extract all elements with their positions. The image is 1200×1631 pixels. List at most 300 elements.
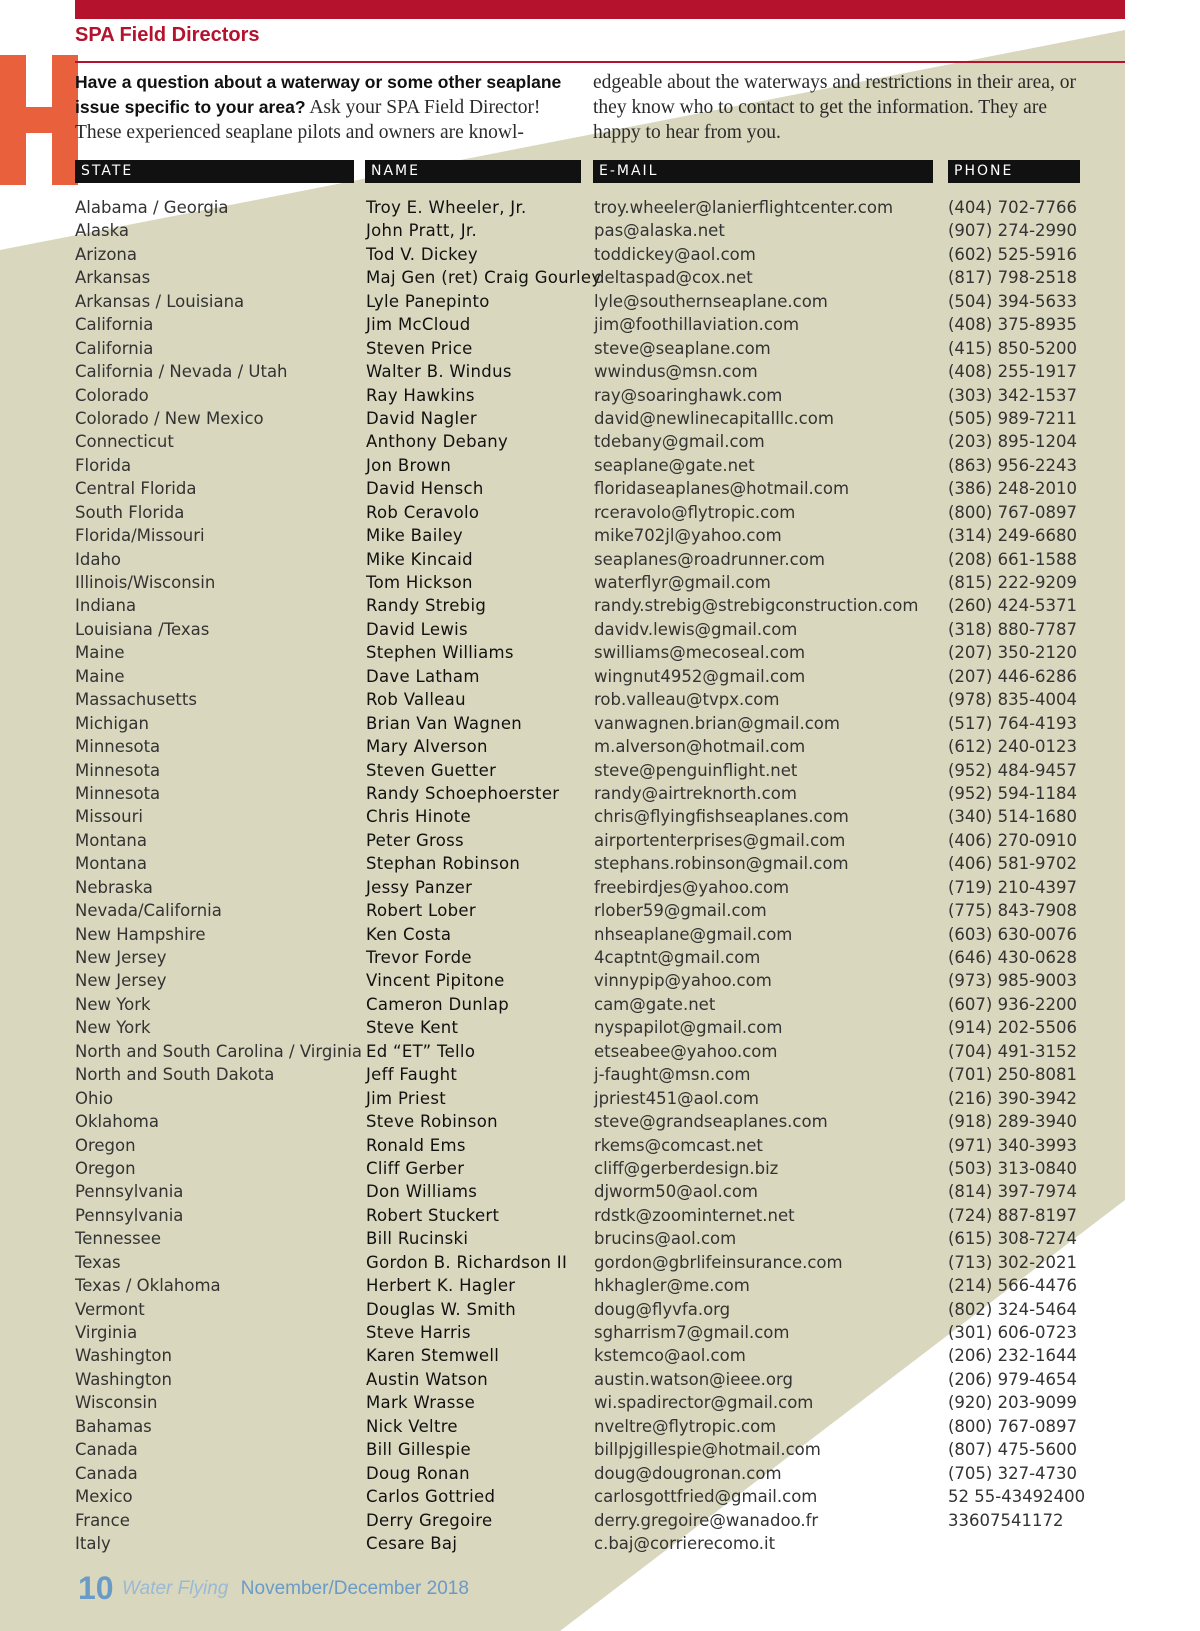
- state-cell: Missouri: [75, 807, 143, 827]
- table-row: [0, 1016, 1200, 1039]
- table-row: [0, 1087, 1200, 1110]
- state-cell: Texas: [75, 1252, 121, 1272]
- name-cell: Mike Bailey: [366, 526, 463, 546]
- state-cell: Ohio: [75, 1088, 114, 1108]
- email-link[interactable]: freebirdjes@yahoo.com: [594, 877, 790, 897]
- phone-cell: (607) 936-2200: [948, 994, 1078, 1014]
- phone-cell: (503) 313-0840: [948, 1158, 1078, 1178]
- table-row: [0, 852, 1200, 875]
- name-cell: Karen Stemwell: [366, 1346, 500, 1366]
- state-cell: New York: [75, 994, 151, 1014]
- email-link[interactable]: stephans.robinson@gmail.com: [594, 854, 849, 874]
- name-cell: Dave Latham: [366, 666, 480, 686]
- email-link[interactable]: c.baj@corrierecomo.it: [594, 1533, 776, 1553]
- email-link[interactable]: seaplane@gate.net: [594, 455, 755, 475]
- name-cell: Maj Gen (ret) Craig Gourley: [366, 268, 602, 288]
- state-cell: Louisiana /Texas: [75, 619, 210, 639]
- name-cell: Steve Harris: [366, 1323, 471, 1342]
- state-cell: South Florida: [75, 502, 185, 522]
- phone-cell: (807) 475-5600: [948, 1440, 1078, 1460]
- table-row: [0, 618, 1200, 641]
- phone-cell: (978) 835-4004: [948, 690, 1078, 710]
- table-row: [0, 219, 1200, 242]
- section-title: SPA Field Directors: [75, 24, 260, 46]
- state-cell: Florida: [75, 455, 132, 475]
- state-cell: Indiana: [75, 596, 137, 616]
- column-header-email: E-MAIL: [593, 160, 933, 183]
- name-cell: Doug Ronan: [366, 1463, 470, 1483]
- phone-cell: (303) 342-1537: [948, 385, 1078, 405]
- table-row: [0, 1134, 1200, 1157]
- phone-cell: (517) 764-4193: [948, 713, 1078, 733]
- email-link[interactable]: cam@gate.net: [594, 994, 716, 1014]
- table-row: [0, 735, 1200, 758]
- name-cell: Steven Price: [366, 338, 473, 358]
- phone-cell: (800) 767-0897: [948, 1416, 1078, 1436]
- email-link[interactable]: steve@penguinflight.net: [594, 760, 798, 780]
- name-cell: Cesare Baj: [366, 1533, 458, 1553]
- phone-cell: (203) 895-1204: [948, 432, 1078, 452]
- name-cell: Chris Hinote: [366, 807, 471, 827]
- phone-cell: (918) 289-3940: [948, 1112, 1078, 1132]
- email-link[interactable]: randy.strebig@strebigconstruction.com: [594, 596, 919, 616]
- phone-cell: (408) 255-1917: [948, 362, 1078, 382]
- table-row: [0, 969, 1200, 992]
- table-row: [0, 946, 1200, 969]
- state-cell: Colorado / New Mexico: [75, 408, 264, 428]
- state-cell: Oregon: [75, 1158, 136, 1178]
- email-link[interactable]: troy.wheeler@lanierflightcenter.com: [594, 198, 894, 217]
- name-cell: David Lewis: [366, 619, 468, 639]
- name-cell: Tod V. Dickey: [366, 244, 478, 264]
- email-link[interactable]: ray@soaringhawk.com: [594, 385, 783, 405]
- phone-cell: (340) 514-1680: [948, 807, 1078, 827]
- email-link[interactable]: tdebany@gmail.com: [594, 432, 765, 452]
- email-link[interactable]: steve@seaplane.com: [594, 338, 771, 358]
- state-cell: Florida/Missouri: [75, 526, 205, 546]
- phone-cell: (318) 880-7787: [948, 619, 1078, 639]
- name-cell: Mike Kincaid: [366, 549, 473, 569]
- drop-cap-h-logo: [0, 55, 78, 185]
- email-link[interactable]: nyspapilot@gmail.com: [594, 1018, 783, 1038]
- name-cell: Mark Wrasse: [366, 1393, 476, 1413]
- state-cell: Alabama / Georgia: [75, 198, 229, 217]
- phone-cell: (814) 397-7974: [948, 1182, 1078, 1202]
- name-cell: Trevor Forde: [366, 948, 472, 967]
- phone-cell: (504) 394-5633: [948, 291, 1078, 311]
- email-link[interactable]: nhseaplane@gmail.com: [594, 924, 793, 944]
- email-link[interactable]: vanwagnen.brian@gmail.com: [594, 713, 840, 733]
- state-cell: France: [75, 1510, 130, 1530]
- state-cell: Montana: [75, 830, 147, 850]
- state-cell: Montana: [75, 854, 147, 874]
- phone-cell: (775) 843-7908: [948, 901, 1078, 921]
- intro-text-left: [75, 70, 565, 145]
- name-cell: Troy E. Wheeler, Jr.: [366, 198, 527, 217]
- column-header-name: NAME: [365, 160, 581, 183]
- phone-cell: (404) 702-7766: [948, 198, 1078, 217]
- directors-table: [0, 196, 1200, 1555]
- state-cell: Oregon: [75, 1135, 136, 1155]
- email-link[interactable]: vinnypip@yahoo.com: [594, 971, 772, 991]
- email-link[interactable]: austin.watson@ieee.org: [594, 1369, 793, 1389]
- email-link[interactable]: lyle@southernseaplane.com: [594, 291, 828, 311]
- state-cell: California: [75, 338, 154, 358]
- column-header-phone: PHONE: [948, 160, 1080, 183]
- phone-cell: (615) 308-7274: [948, 1229, 1078, 1249]
- state-cell: Maine: [75, 643, 125, 663]
- phone-cell: (920) 203-9099: [948, 1393, 1078, 1413]
- table-row: [0, 1251, 1200, 1274]
- table-row: [0, 571, 1200, 594]
- phone-cell: 33607541172: [948, 1510, 1064, 1530]
- name-cell: Ken Costa: [366, 924, 452, 944]
- name-cell: Steve Kent: [366, 1018, 459, 1038]
- name-cell: Steve Robinson: [366, 1112, 498, 1132]
- state-cell: Arizona: [75, 244, 137, 264]
- intro-lead: Have a question about a waterway or some other seaplane issue specific to your area?: [75, 72, 562, 117]
- table-row: [0, 993, 1200, 1016]
- name-cell: Douglas W. Smith: [366, 1299, 517, 1319]
- table-row: [0, 1040, 1200, 1063]
- name-cell: David Nagler: [366, 408, 477, 428]
- name-cell: Walter B. Windus: [366, 362, 512, 382]
- phone-cell: (713) 302-2021: [948, 1252, 1078, 1272]
- table-row: [0, 1532, 1200, 1555]
- name-cell: Ronald Ems: [366, 1135, 466, 1155]
- name-cell: Brian Van Wagnen: [366, 713, 523, 733]
- table-row: [0, 829, 1200, 852]
- state-cell: Connecticut: [75, 432, 174, 452]
- phone-cell: (406) 581-9702: [948, 854, 1078, 874]
- table-row: [0, 1321, 1200, 1344]
- table-row: [0, 688, 1200, 711]
- state-cell: Oklahoma: [75, 1112, 159, 1132]
- phone-cell: (719) 210-4397: [948, 877, 1078, 897]
- table-row: [0, 712, 1200, 735]
- email-link[interactable]: nveltre@flytropic.com: [594, 1416, 777, 1436]
- table-row: [0, 1391, 1200, 1414]
- state-cell: Pennsylvania: [75, 1182, 184, 1202]
- email-link[interactable]: pas@alaska.net: [594, 221, 725, 241]
- state-cell: Bahamas: [75, 1416, 152, 1436]
- state-cell: Alaska: [75, 221, 129, 241]
- magazine-name: Water Flying: [122, 1577, 229, 1599]
- email-link[interactable]: gordon@gbrlifeinsurance.com: [594, 1252, 843, 1272]
- phone-cell: (863) 956-2243: [948, 455, 1078, 475]
- state-cell: New York: [75, 1018, 151, 1038]
- table-row: [0, 1298, 1200, 1321]
- state-cell: Canada: [75, 1440, 138, 1460]
- name-cell: Jim Priest: [366, 1088, 447, 1108]
- phone-cell: (646) 430-0628: [948, 948, 1078, 967]
- table-row: [0, 923, 1200, 946]
- email-link[interactable]: mike702jl@yahoo.com: [594, 526, 782, 546]
- phone-cell: (952) 594-1184: [948, 783, 1078, 803]
- state-cell: Washington: [75, 1369, 172, 1389]
- name-cell: Tom Hickson: [366, 573, 473, 592]
- name-cell: Steven Guetter: [366, 760, 497, 780]
- name-cell: Bill Rucinski: [366, 1229, 469, 1249]
- email-link[interactable]: hkhagler@me.com: [594, 1276, 750, 1296]
- email-link[interactable]: doug@flyvfa.org: [594, 1299, 731, 1319]
- page-footer: [78, 1570, 469, 1607]
- state-cell: Maine: [75, 666, 125, 686]
- top-accent-bar: [75, 0, 1125, 19]
- state-cell: Washington: [75, 1346, 172, 1366]
- table-row: [0, 805, 1200, 828]
- state-cell: North and South Carolina / Virginia: [75, 1041, 363, 1061]
- state-cell: Italy: [75, 1533, 111, 1553]
- table-row: [0, 266, 1200, 289]
- phone-cell: (603) 630-0076: [948, 924, 1078, 944]
- phone-cell: (406) 270-0910: [948, 830, 1078, 850]
- email-link[interactable]: derry.gregoire@wanadoo.fr: [594, 1510, 819, 1530]
- table-row: [0, 876, 1200, 899]
- table-row: [0, 1509, 1200, 1532]
- table-row: [0, 430, 1200, 453]
- email-link[interactable]: j-faught@msn.com: [594, 1065, 751, 1085]
- state-cell: Texas / Oklahoma: [75, 1276, 221, 1296]
- email-link[interactable]: kstemco@aol.com: [594, 1346, 746, 1366]
- phone-cell: (386) 248-2010: [948, 479, 1078, 499]
- email-link[interactable]: toddickey@aol.com: [594, 244, 756, 264]
- intro-text-right: edgeable about the waterways and restrictions in their area, or they know who to contact to get the information. They are happy to hear from you.: [593, 72, 1076, 143]
- table-row: [0, 548, 1200, 571]
- name-cell: Peter Gross: [366, 830, 464, 850]
- name-cell: Derry Gregoire: [366, 1510, 493, 1530]
- phone-cell: 52 55-43492400: [948, 1487, 1086, 1507]
- state-cell: Michigan: [75, 713, 149, 733]
- name-cell: Mary Alverson: [366, 737, 488, 757]
- state-cell: Virginia: [75, 1323, 138, 1342]
- table-row: [0, 1227, 1200, 1250]
- state-cell: Minnesota: [75, 737, 161, 757]
- table-row: [0, 290, 1200, 313]
- email-link[interactable]: deltaspad@cox.net: [594, 268, 753, 288]
- state-cell: Vermont: [75, 1299, 145, 1319]
- phone-cell: (216) 390-3942: [948, 1088, 1078, 1108]
- state-cell: Idaho: [75, 549, 122, 569]
- email-link[interactable]: 4captnt@gmail.com: [594, 948, 761, 967]
- page-number: 10: [78, 1570, 114, 1606]
- phone-cell: (971) 340-3993: [948, 1135, 1078, 1155]
- phone-cell: (301) 606-0723: [948, 1323, 1078, 1342]
- phone-cell: (206) 979-4654: [948, 1369, 1078, 1389]
- email-link[interactable]: davidv.lewis@gmail.com: [594, 619, 798, 639]
- name-cell: Rob Valleau: [366, 690, 466, 710]
- table-row: [0, 1180, 1200, 1203]
- email-link[interactable]: steve@grandseaplanes.com: [594, 1112, 828, 1132]
- email-link[interactable]: rceravolo@flytropic.com: [594, 502, 796, 522]
- phone-cell: (612) 240-0123: [948, 737, 1078, 757]
- state-cell: Tennessee: [75, 1229, 161, 1249]
- email-link[interactable]: randy@airtreknorth.com: [594, 783, 797, 803]
- phone-cell: (705) 327-4730: [948, 1463, 1078, 1483]
- table-row: [0, 1485, 1200, 1508]
- phone-cell: (724) 887-8197: [948, 1205, 1078, 1225]
- name-cell: Robert Lober: [366, 901, 476, 921]
- email-link[interactable]: wingnut4952@gmail.com: [594, 666, 806, 686]
- phone-cell: (214) 566-4476: [948, 1276, 1078, 1296]
- email-link[interactable]: rlober59@gmail.com: [594, 901, 767, 921]
- name-cell: Cliff Gerber: [366, 1158, 465, 1178]
- name-cell: Robert Stuckert: [366, 1205, 500, 1225]
- intro-left-rest: Ask your SPA Field Director! These experienced seaplane pilots and owners are knowl-: [75, 97, 541, 143]
- phone-cell: (704) 491-3152: [948, 1041, 1078, 1061]
- table-row: [0, 243, 1200, 266]
- column-header-state: STATE: [75, 160, 354, 183]
- phone-cell: (701) 250-8081: [948, 1065, 1078, 1085]
- email-link[interactable]: billpjgillespie@hotmail.com: [594, 1440, 821, 1460]
- phone-cell: (802) 324-5464: [948, 1299, 1078, 1319]
- table-row: [0, 477, 1200, 500]
- state-cell: Central Florida: [75, 479, 197, 499]
- phone-cell: (206) 232-1644: [948, 1346, 1078, 1366]
- phone-cell: (815) 222-9209: [948, 573, 1078, 592]
- name-cell: Stephen Williams: [366, 643, 514, 663]
- state-cell: California: [75, 315, 154, 335]
- name-cell: Don Williams: [366, 1182, 478, 1202]
- name-cell: Nick Veltre: [366, 1416, 458, 1436]
- phone-cell: (415) 850-5200: [948, 338, 1078, 358]
- table-row: [0, 196, 1200, 219]
- table-row: [0, 665, 1200, 688]
- email-link[interactable]: doug@dougronan.com: [594, 1463, 782, 1483]
- table-row: [0, 782, 1200, 805]
- phone-cell: (817) 798-2518: [948, 268, 1078, 288]
- state-cell: Illinois/Wisconsin: [75, 573, 216, 592]
- email-link[interactable]: djworm50@aol.com: [594, 1182, 758, 1202]
- state-cell: Massachusetts: [75, 690, 197, 710]
- table-row: [0, 337, 1200, 360]
- state-cell: North and South Dakota: [75, 1065, 275, 1085]
- table-row: [0, 1438, 1200, 1461]
- phone-cell: (505) 989-7211: [948, 408, 1078, 428]
- table-row: [0, 313, 1200, 336]
- state-cell: New Jersey: [75, 971, 167, 991]
- name-cell: David Hensch: [366, 479, 484, 499]
- table-row: [0, 1344, 1200, 1367]
- name-cell: Jessy Panzer: [366, 877, 473, 897]
- email-link[interactable]: m.alverson@hotmail.com: [594, 737, 806, 757]
- name-cell: Austin Watson: [366, 1369, 488, 1389]
- name-cell: John Pratt, Jr.: [366, 221, 477, 241]
- email-link[interactable]: david@newlinecapitalllc.com: [594, 408, 834, 428]
- email-link[interactable]: wi.spadirector@gmail.com: [594, 1393, 814, 1413]
- email-link[interactable]: jim@foothillaviation.com: [594, 315, 800, 335]
- name-cell: Carlos Gottried: [366, 1487, 496, 1507]
- state-cell: Wisconsin: [75, 1393, 158, 1413]
- phone-cell: (973) 985-9003: [948, 971, 1078, 991]
- email-link[interactable]: etseabee@yahoo.com: [594, 1041, 778, 1061]
- name-cell: Randy Strebig: [366, 596, 487, 616]
- table-row: [0, 1204, 1200, 1227]
- table-row: [0, 1110, 1200, 1133]
- phone-cell: (207) 350-2120: [948, 643, 1078, 663]
- email-link[interactable]: carlosgottfried@gmail.com: [594, 1487, 818, 1507]
- table-row: [0, 454, 1200, 477]
- email-link[interactable]: rob.valleau@tvpx.com: [594, 690, 780, 710]
- table-row: [0, 1157, 1200, 1180]
- email-link[interactable]: floridaseaplanes@hotmail.com: [594, 479, 850, 499]
- table-row: [0, 899, 1200, 922]
- state-cell: New Hampshire: [75, 924, 206, 944]
- email-link[interactable]: airportenterprises@gmail.com: [594, 830, 846, 850]
- name-cell: Jeff Faught: [366, 1065, 458, 1085]
- phone-cell: (314) 249-6680: [948, 526, 1078, 546]
- name-cell: Jim McCloud: [366, 315, 471, 335]
- name-cell: Gordon B. Richardson II: [366, 1252, 568, 1272]
- table-row: [0, 1063, 1200, 1086]
- phone-cell: (208) 661-1588: [948, 549, 1078, 569]
- name-cell: Randy Schoephoerster: [366, 783, 560, 803]
- state-cell: Arkansas: [75, 268, 151, 288]
- table-row: [0, 641, 1200, 664]
- email-link[interactable]: waterflyr@gmail.com: [594, 573, 771, 592]
- name-cell: Ray Hawkins: [366, 385, 475, 405]
- phone-cell: (914) 202-5506: [948, 1018, 1078, 1038]
- name-cell: Vincent Pipitone: [366, 971, 505, 991]
- name-cell: Bill Gillespie: [366, 1440, 472, 1460]
- table-row: [0, 1368, 1200, 1391]
- state-cell: Pennsylvania: [75, 1205, 184, 1225]
- email-link[interactable]: jpriest451@aol.com: [594, 1088, 759, 1108]
- phone-cell: (207) 446-6286: [948, 666, 1078, 686]
- table-row: [0, 759, 1200, 782]
- state-cell: Mexico: [75, 1487, 133, 1507]
- email-link[interactable]: cliff@gerberdesign.biz: [594, 1158, 779, 1178]
- state-cell: California / Nevada / Utah: [75, 362, 288, 382]
- email-link[interactable]: chris@flyingfishseaplanes.com: [594, 807, 849, 827]
- email-link[interactable]: brucins@aol.com: [594, 1229, 737, 1249]
- state-cell: Colorado: [75, 385, 149, 405]
- name-cell: Stephan Robinson: [366, 854, 521, 874]
- state-cell: Nebraska: [75, 877, 153, 897]
- email-link[interactable]: rkems@comcast.net: [594, 1135, 763, 1155]
- table-row: [0, 594, 1200, 617]
- name-cell: Anthony Debany: [366, 432, 509, 452]
- table-row: [0, 1274, 1200, 1297]
- phone-cell: (800) 767-0897: [948, 502, 1078, 522]
- phone-cell: (260) 424-5371: [948, 596, 1078, 616]
- email-link[interactable]: wwindus@msn.com: [594, 362, 758, 382]
- state-cell: Minnesota: [75, 783, 161, 803]
- table-row: [0, 407, 1200, 430]
- table-row: [0, 1462, 1200, 1485]
- phone-cell: (408) 375-8935: [948, 315, 1078, 335]
- state-cell: New Jersey: [75, 948, 167, 967]
- table-row: [0, 524, 1200, 547]
- issue-date: November/December 2018: [240, 1577, 469, 1599]
- email-link[interactable]: swilliams@mecoseal.com: [594, 643, 806, 663]
- email-link[interactable]: sgharrism7@gmail.com: [594, 1323, 790, 1342]
- table-row: [0, 501, 1200, 524]
- name-cell: Cameron Dunlap: [366, 994, 510, 1014]
- email-link[interactable]: seaplanes@roadrunner.com: [594, 549, 825, 569]
- state-cell: Canada: [75, 1463, 138, 1483]
- name-cell: Ed “ET” Tello: [366, 1041, 476, 1061]
- table-row: [0, 384, 1200, 407]
- name-cell: Herbert K. Hagler: [366, 1276, 516, 1296]
- name-cell: Jon Brown: [366, 455, 452, 475]
- state-cell: Nevada/California: [75, 901, 222, 921]
- email-link[interactable]: rdstk@zoominternet.net: [594, 1205, 795, 1225]
- name-cell: Rob Ceravolo: [366, 502, 480, 522]
- phone-cell: (602) 525-5916: [948, 244, 1078, 264]
- state-cell: Arkansas / Louisiana: [75, 291, 245, 311]
- phone-cell: (952) 484-9457: [948, 760, 1078, 780]
